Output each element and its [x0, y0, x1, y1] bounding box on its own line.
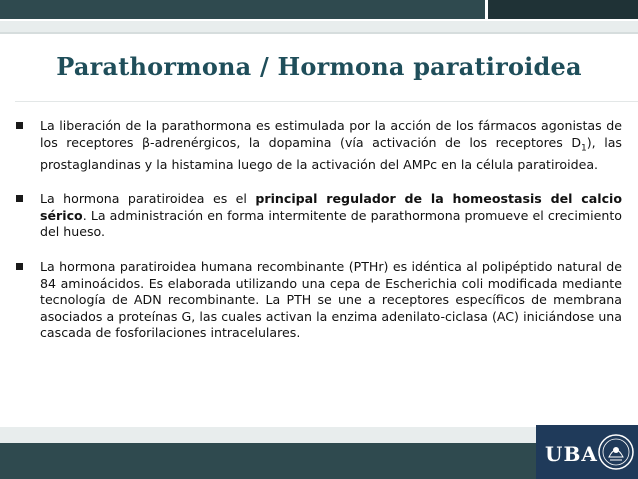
- uba-seal-icon: [597, 433, 635, 471]
- bullet-2-bold-text: principal regulador de la homeostasis del calcio sérico: [40, 191, 622, 223]
- bullet-item-3: [14, 259, 622, 342]
- bullet-list: [14, 118, 622, 360]
- top-decorative-bar: [0, 0, 638, 19]
- bullet-1-subscript: 1: [581, 143, 587, 154]
- uba-logo-text: UBA: [545, 442, 598, 466]
- bullet-3-text: La hormona paratiroidea humana recombinante (PTHr) es idéntica al polipéptido natural de 84 aminoácidos. Es elaborada utilizando una cepa de Escherichia coli modificada mediante tecnología de ADN recombinante. La PTH se une a receptores específicos de membrana asociados a proteínas G, las cuales activan la enzima adenilato-ciclasa (AC) iniciándose una cascada de fosforilaciones intracelulares.: [40, 259, 622, 341]
- top-decorative-line: [0, 32, 638, 34]
- title-divider: [15, 101, 638, 102]
- bullet-1-text: La liberación de la parathormona es estimulada por la acción de los fármacos agonistas de los receptores β-adrenérgicos, la dopamina (vía activación de los receptores D: [40, 118, 622, 150]
- top-decorative-strip: [0, 21, 638, 32]
- square-bullet-icon: [16, 122, 23, 129]
- square-bullet-icon: [16, 263, 23, 270]
- square-bullet-icon: [16, 195, 23, 202]
- bullet-2-text-post: . La administración en forma intermitente de parathormona promueve el crecimiento del hueso.: [40, 207, 622, 240]
- slide-title: Parathormona / Hormona paratiroidea: [56, 52, 582, 81]
- bullet-1-text-continued: ), las prostaglandinas y la histamina luego de la activación del AMPc en la célula paratiroidea.: [40, 134, 622, 172]
- bullet-item-2: [14, 191, 622, 241]
- bullet-2-text-pre: La hormona paratiroidea es el: [40, 191, 256, 207]
- bullet-item-1: [14, 118, 622, 173]
